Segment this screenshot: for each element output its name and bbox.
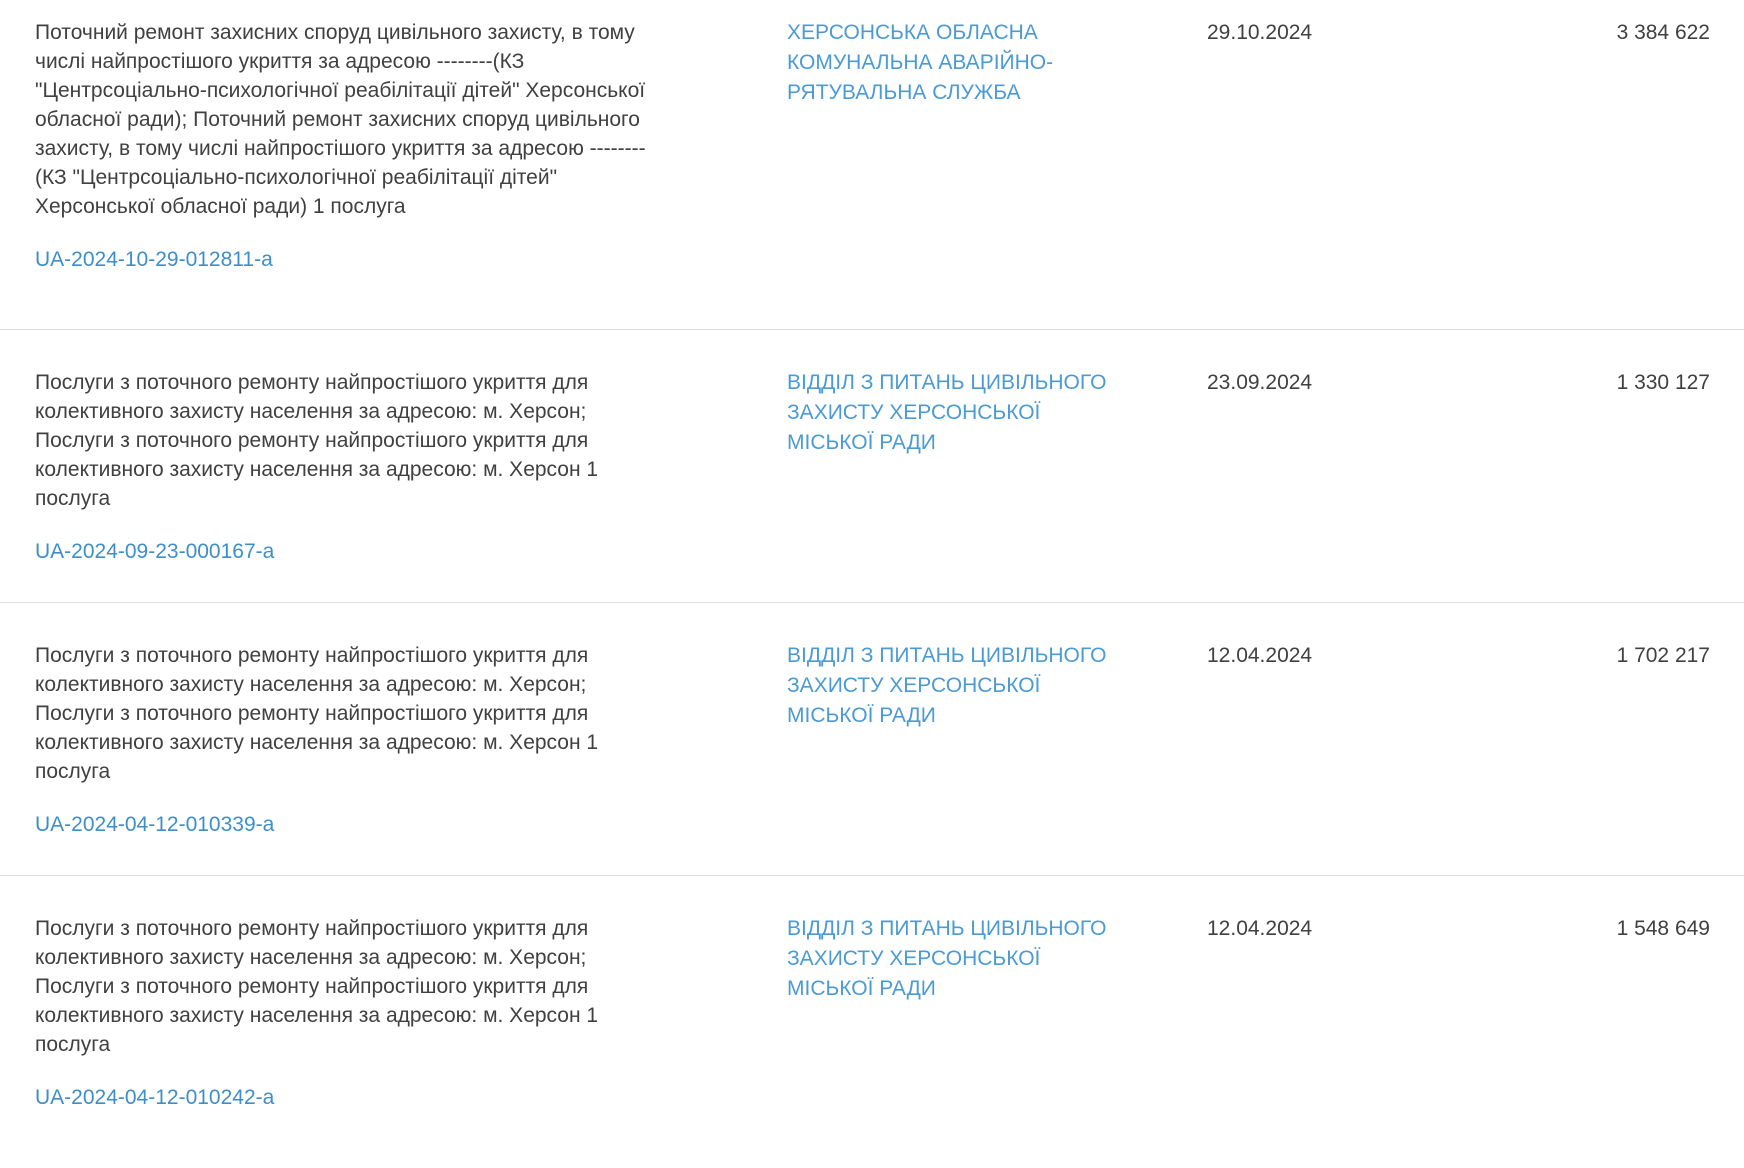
tender-date-cell [1207,18,1347,274]
tender-date-cell [1207,368,1347,566]
tender-description: Поточний ремонт захисних споруд цивільного захисту, в тому числі найпростішого укриття за адресою --------(КЗ "Центрсоціально-психологічної реабілітації дітей" Херсонської обласної ради); Поточний ремонт захисних споруд цивільного захисту, в тому числі найпростішого укриття за адресою --------(КЗ "Центрсоціально-психологічної реабілітації дітей" Херсонської обласної ради) 1 послуга [35,21,646,218]
tender-amount-cell [1437,641,1710,839]
tender-amount: 1 548 649 [1616,917,1710,940]
tender-amount-cell [1437,18,1710,274]
tender-id-link[interactable]: UA-2024-10-29-012811-a [35,248,273,271]
tender-row [0,875,1744,1148]
tender-description: Послуги з поточного ремонту найпростішого укриття для колективного захисту населення за адресою: м. Херсон; Послуги з поточного ремонту найпростішого укриття для колективного захисту населення за адресою: м. Херсон 1 послуга [35,644,599,783]
organization-cell [787,641,1117,839]
tender-amount: 3 384 622 [1616,21,1710,44]
tender-description: Послуги з поточного ремонту найпростішого укриття для колективного захисту населення за адресою: м. Херсон; Послуги з поточного ремонту найпростішого укриття для колективного захисту населення за адресою: м. Херсон 1 послуга [35,371,599,510]
tender-row [0,329,1744,602]
tender-amount: 1 702 217 [1616,644,1710,667]
tender-amount: 1 330 127 [1616,371,1710,394]
organization-link[interactable]: ВІДДІЛ З ПИТАНЬ ЦИВІЛЬНОГО ЗАХИСТУ ХЕРСОНСЬКОЇ МІСЬКОЇ РАДИ [787,917,1107,1000]
tender-id-link[interactable]: UA-2024-04-12-010339-a [35,813,275,836]
tender-description-cell [35,18,697,274]
tender-amount-cell [1437,914,1710,1112]
tender-id-link[interactable]: UA-2024-09-23-000167-a [35,540,275,563]
organization-link[interactable]: ВІДДІЛ З ПИТАНЬ ЦИВІЛЬНОГО ЗАХИСТУ ХЕРСОНСЬКОЇ МІСЬКОЇ РАДИ [787,644,1107,727]
tender-date: 23.09.2024 [1207,371,1313,394]
organization-cell [787,914,1117,1112]
tender-date: 12.04.2024 [1207,917,1313,940]
tender-row [0,602,1744,875]
tender-description-cell [35,368,697,566]
tender-date-cell [1207,914,1347,1112]
organization-cell [787,18,1117,274]
tender-date: 12.04.2024 [1207,644,1313,667]
tender-date: 29.10.2024 [1207,21,1313,44]
tender-amount-cell [1437,368,1710,566]
organization-cell [787,368,1117,566]
tender-description-cell [35,914,697,1112]
tender-id-link[interactable]: UA-2024-04-12-010242-a [35,1086,275,1109]
organization-link[interactable]: ХЕРСОНСЬКА ОБЛАСНА КОМУНАЛЬНА АВАРІЙНО-РЯТУВАЛЬНА СЛУЖБА [787,21,1054,104]
tender-date-cell [1207,641,1347,839]
tender-description: Послуги з поточного ремонту найпростішого укриття для колективного захисту населення за адресою: м. Херсон; Послуги з поточного ремонту найпростішого укриття для колективного захисту населення за адресою: м. Херсон 1 послуга [35,917,599,1056]
tender-description-cell [35,641,697,839]
tender-row [0,0,1744,329]
organization-link[interactable]: ВІДДІЛ З ПИТАНЬ ЦИВІЛЬНОГО ЗАХИСТУ ХЕРСОНСЬКОЇ МІСЬКОЇ РАДИ [787,371,1107,454]
